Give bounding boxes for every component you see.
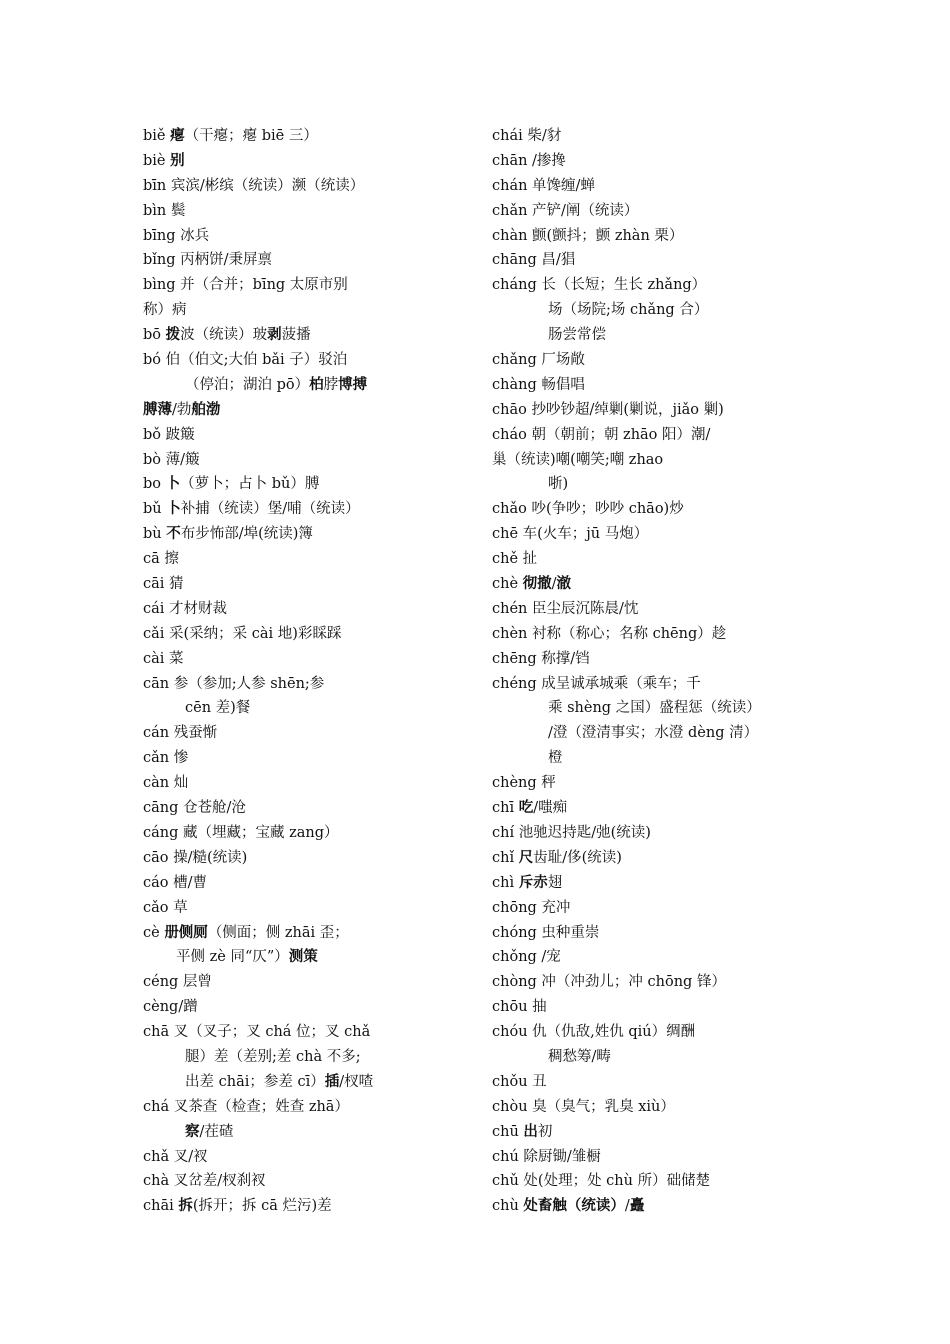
bold-character: 柏 <box>309 375 324 393</box>
entry-line <box>492 224 792 249</box>
bold-character: 拆 <box>178 1197 193 1215</box>
entry-text: bo <box>143 476 166 493</box>
entry-line <box>492 846 792 871</box>
entry-line <box>492 398 792 423</box>
entry-text: 平侧 zè 同“仄”） <box>176 949 289 966</box>
entry-text: chāo 抄吵钞超/绰剿(剿说，jiǎo 剿) <box>492 401 724 418</box>
bold-character: 舶渤 <box>191 400 221 418</box>
entry-text: /勃 <box>172 401 192 418</box>
entry-text: cāng 仓苍舱/沧 <box>143 800 246 817</box>
entry-text: 波（统读）玻 <box>180 327 268 344</box>
right-column <box>492 124 792 1219</box>
bold-character: 瘪 <box>170 127 185 144</box>
entry-line <box>492 945 792 970</box>
entry-line <box>492 522 792 547</box>
bold-character: 剥 <box>267 326 282 344</box>
entry-line <box>492 921 792 946</box>
entry-text: chǎn 产铲/阐（统读） <box>492 202 639 219</box>
entry-text: chóu 仇（仇敌,姓仇 qiú）绸酬 <box>492 1024 696 1041</box>
entry-text: cài 菜 <box>143 650 184 667</box>
entry-text: 腿）差（差别;差 chà 不多; <box>185 1048 361 1065</box>
entry-line <box>143 522 478 547</box>
bold-character: 测策 <box>288 948 318 966</box>
entry-text: bìng 并（合并；bīng 太原市别 <box>143 277 348 294</box>
entry-text: bó 伯（伯文;大伯 bǎi 子）驳泊 <box>143 352 348 369</box>
entry-text: 补捕（统读）堡/哺（统读） <box>180 501 360 518</box>
entry-text: chǎng 厂场敞 <box>492 352 585 369</box>
entry-text: /澄（澄清事实；水澄 dèng 清） <box>548 725 759 742</box>
entry-line <box>143 622 478 647</box>
entry-line <box>143 1070 478 1095</box>
entry-text: 橙 <box>548 750 563 767</box>
entry-text: chǎo 吵(争吵；吵吵 chāo)炒 <box>492 501 684 518</box>
bold-character: 博搏 <box>338 375 368 393</box>
entry-text: chǔ 处(处理；处 chù 所）础储楚 <box>492 1173 711 1190</box>
bold-character: 矗 <box>629 1197 645 1215</box>
entry-line <box>143 821 478 846</box>
entry-text: / <box>624 1198 630 1215</box>
entry-text: chàng 畅倡唱 <box>492 376 585 393</box>
entry-text: 巢（统读)嘲(嘲笑;嘲 zhao <box>492 451 664 468</box>
entry-line <box>143 174 478 199</box>
entry-line <box>143 721 478 746</box>
entry-line <box>143 1095 478 1120</box>
entry-line <box>492 970 792 995</box>
entry-text: chí 池驰迟持匙/弛(统读) <box>492 824 651 841</box>
entry-line <box>143 1145 478 1170</box>
entry-line <box>143 273 478 298</box>
entry-line <box>492 149 792 174</box>
entry-line <box>143 597 478 622</box>
entry-text: chà 叉岔差/杈刹衩 <box>143 1173 266 1190</box>
entry-text: bǐng 丙柄饼/秉屏禀 <box>143 252 273 269</box>
entry-text: cán 残蚕惭 <box>143 725 218 742</box>
entry-line <box>143 995 478 1020</box>
entry-text: cāo 操/糙(统读) <box>143 849 248 866</box>
entry-text: chén 臣尘辰沉陈晨/忱 <box>492 600 639 617</box>
bold-character: 吃 <box>518 799 534 817</box>
entry-line <box>492 1169 792 1194</box>
entry-text: cān 参（参加;人参 shēn;参 <box>143 675 325 692</box>
entry-line <box>143 647 478 672</box>
entry-line <box>143 746 478 771</box>
entry-text: 场（场院;场 chǎng 合） <box>548 302 709 319</box>
entry-line <box>492 746 792 771</box>
entry-line <box>492 174 792 199</box>
bold-character: 察 <box>185 1122 200 1140</box>
entry-line <box>143 771 478 796</box>
entry-text: /茬碴 <box>199 1123 234 1140</box>
entry-line <box>143 497 478 522</box>
entry-text: 初 <box>537 1123 553 1140</box>
entry-text: chòu 臭（臭气；乳臭 xiù） <box>492 1098 675 1115</box>
entry-text: chōng 充冲 <box>492 899 571 916</box>
entry-text: bō <box>143 327 166 344</box>
entry-text: （干瘪；瘪 biē 三） <box>184 128 318 144</box>
entry-text: biě <box>143 128 171 144</box>
entry-line <box>492 871 792 896</box>
entry-line <box>492 896 792 921</box>
entry-text: cèng/蹭 <box>143 999 198 1016</box>
entry-text: chóng 虫种重崇 <box>492 924 600 941</box>
bold-character: 拨 <box>165 326 181 344</box>
entry-text: 肠尝常偿 <box>548 327 606 344</box>
bold-character: 不 <box>166 525 181 543</box>
entry-text: 布步怖部/埠(统读)簿 <box>180 526 313 543</box>
entry-text: chēng 称撑/铛 <box>492 650 590 667</box>
entry-text: （侧面；侧 zhāi 歪； <box>207 924 349 941</box>
bold-character: 彻撤 <box>522 575 552 593</box>
entry-line <box>492 547 792 572</box>
entry-text: chā 叉（叉子；叉 chá 位；叉 chǎ <box>143 1024 371 1041</box>
entry-text: chòng 冲（冲劲儿；冲 chōng 锋） <box>492 974 726 991</box>
entry-line <box>492 672 792 697</box>
entry-text: chái 柴/豺 <box>492 128 562 144</box>
bold-character: 膊薄 <box>143 400 172 418</box>
entry-text: 乘 shèng 之国）盛程惩（统读） <box>548 700 761 717</box>
entry-text: chèng 秤 <box>492 775 556 792</box>
entry-text: chū <box>492 1123 524 1140</box>
entry-text: cǎi 采(采纳；采 cài 地)彩睬踩 <box>143 625 342 642</box>
entry-line <box>143 124 478 149</box>
entry-line <box>492 1020 792 1045</box>
entry-text: chān /掺搀 <box>492 152 566 169</box>
entry-line <box>143 572 478 597</box>
entry-text: cǎn 惨 <box>143 750 189 767</box>
entry-text: 出差 chāi；参差 cī） <box>185 1073 325 1090</box>
entry-line <box>492 497 792 522</box>
bold-character: 卜 <box>165 475 181 493</box>
entry-text: cháo 朝（朝前；朝 zhāo 阳）潮/ <box>492 426 711 443</box>
entry-text: chá 叉茶查（检查；姓查 zhā） <box>143 1098 349 1115</box>
bold-character: 出 <box>523 1122 538 1140</box>
entry-text: cā 擦 <box>143 551 179 568</box>
entry-line <box>492 821 792 846</box>
entry-line <box>492 348 792 373</box>
entry-text: （萝卜；占卜 bǔ）膊 <box>180 476 320 493</box>
bold-character: 插 <box>324 1072 340 1090</box>
entry-text: chī <box>492 800 519 817</box>
bold-character: 册侧厕 <box>164 923 208 941</box>
entry-line <box>492 1095 792 1120</box>
entry-line <box>492 248 792 273</box>
bold-character: 卜 <box>166 500 181 518</box>
entry-line <box>143 970 478 995</box>
entry-text: 哳) <box>548 476 569 493</box>
entry-text: chàn 颤(颤抖；颤 zhàn 栗） <box>492 227 684 244</box>
bold-character: 处畜触（统读） <box>523 1197 625 1215</box>
entry-text: bò 薄/簸 <box>143 451 200 468</box>
entry-text: biè <box>143 152 171 169</box>
bold-character: 斥赤 <box>518 873 548 891</box>
entry-line <box>143 323 478 348</box>
entry-line <box>143 796 478 821</box>
entry-line <box>143 1020 478 1045</box>
entry-line <box>143 149 478 174</box>
entry-line <box>143 945 478 970</box>
entry-line <box>143 248 478 273</box>
entry-text: chǒng /宠 <box>492 949 561 966</box>
entry-line <box>492 647 792 672</box>
entry-line <box>143 846 478 871</box>
entry-text: chě 扯 <box>492 551 538 568</box>
entry-line <box>143 696 478 721</box>
entry-line <box>492 721 792 746</box>
bold-character: 澈 <box>556 575 572 593</box>
entry-line <box>492 448 792 473</box>
entry-line <box>492 1070 792 1095</box>
entry-text: bīng 冰兵 <box>143 227 210 244</box>
entry-text: chéng 成呈诚承城乘（乘车；千 <box>492 675 701 692</box>
entry-line <box>143 298 478 323</box>
entry-line <box>143 896 478 921</box>
entry-text: 齿耻/侈(统读) <box>533 849 622 866</box>
entry-line <box>492 796 792 821</box>
entry-line <box>492 273 792 298</box>
entry-line <box>492 323 792 348</box>
entry-line <box>492 1045 792 1070</box>
entry-text: chù <box>492 1198 524 1215</box>
entry-line <box>492 995 792 1020</box>
entry-line <box>143 348 478 373</box>
entry-line <box>143 224 478 249</box>
entry-text: chǐ <box>492 849 519 866</box>
entry-text: 稠愁筹/畴 <box>548 1048 611 1065</box>
entry-line <box>492 298 792 323</box>
entry-text: /杈喳 <box>339 1073 374 1090</box>
entry-line <box>492 622 792 647</box>
entry-text: 菠播 <box>281 327 311 344</box>
bold-character: 尺 <box>518 848 534 866</box>
entry-line <box>143 1045 478 1070</box>
entry-text: chāng 昌/猖 <box>492 252 576 269</box>
entry-text: cáo 槽/曹 <box>143 874 207 891</box>
entry-line <box>492 696 792 721</box>
entry-text: （停泊；湖泊 pō） <box>185 376 310 393</box>
entry-line <box>143 423 478 448</box>
entry-text: bīn 宾滨/彬缤（统读）濒（统读） <box>143 177 365 194</box>
entry-line <box>143 672 478 697</box>
entry-line <box>492 199 792 224</box>
entry-text: chè <box>492 576 523 593</box>
entry-line <box>143 199 478 224</box>
entry-line <box>143 373 478 398</box>
entry-line <box>143 1169 478 1194</box>
entry-text: cāi 猜 <box>143 576 184 593</box>
entry-line <box>143 448 478 473</box>
entry-text: chǒu 丑 <box>492 1073 547 1090</box>
entry-text: chú 除厨锄/雏橱 <box>492 1148 601 1165</box>
entry-text: cè <box>143 924 165 941</box>
entry-text: 翅 <box>547 874 563 891</box>
entry-line <box>492 124 792 149</box>
entry-text: cái 才材财裁 <box>143 600 228 617</box>
entry-text: bìn 鬓 <box>143 202 186 219</box>
entry-text: chāi <box>143 1198 179 1215</box>
entry-line <box>143 1194 478 1219</box>
entry-text: 称）病 <box>143 302 187 319</box>
entry-text: cáng 藏（埋藏；宝藏 zang） <box>143 824 339 841</box>
entry-text: bǔ <box>143 501 167 518</box>
entry-text: / <box>551 576 557 593</box>
entry-text: chì <box>492 874 519 891</box>
entry-line <box>492 472 792 497</box>
entry-line <box>492 1120 792 1145</box>
left-column <box>143 124 478 1219</box>
entry-line <box>492 597 792 622</box>
entry-text: cǎo 草 <box>143 899 188 916</box>
entry-text: bù <box>143 526 167 543</box>
entry-line <box>492 1145 792 1170</box>
entry-line <box>492 572 792 597</box>
entry-text: céng 层曾 <box>143 974 212 991</box>
entry-line <box>143 398 478 423</box>
entry-text: càn 灿 <box>143 775 189 792</box>
entry-line <box>492 771 792 796</box>
entry-text: 脖 <box>323 376 339 393</box>
entry-line <box>143 871 478 896</box>
entry-line <box>492 373 792 398</box>
bold-character: 别 <box>170 151 185 169</box>
entry-text: chē 车(火车；jū 马炮） <box>492 526 649 543</box>
entry-text: chōu 抽 <box>492 999 547 1016</box>
entry-line <box>492 1194 792 1219</box>
entry-line <box>143 547 478 572</box>
entry-text: cēn 差)餐 <box>185 700 251 717</box>
entry-text: chèn 衬称（称心；名称 chēng）趁 <box>492 625 727 642</box>
entry-text: bǒ 跛簸 <box>143 426 195 443</box>
entry-line <box>143 472 478 497</box>
entry-text: /嗤痴 <box>533 800 568 817</box>
entry-text: chǎ 叉/衩 <box>143 1148 208 1165</box>
entry-text: (拆开；拆 cā 烂污)差 <box>192 1198 332 1215</box>
entry-line <box>143 921 478 946</box>
entry-line <box>143 1120 478 1145</box>
entry-line <box>492 423 792 448</box>
entry-text: cháng 长（长短；生长 zhǎng） <box>492 277 707 294</box>
entry-text: chán 单馋缠/蝉 <box>492 177 595 194</box>
